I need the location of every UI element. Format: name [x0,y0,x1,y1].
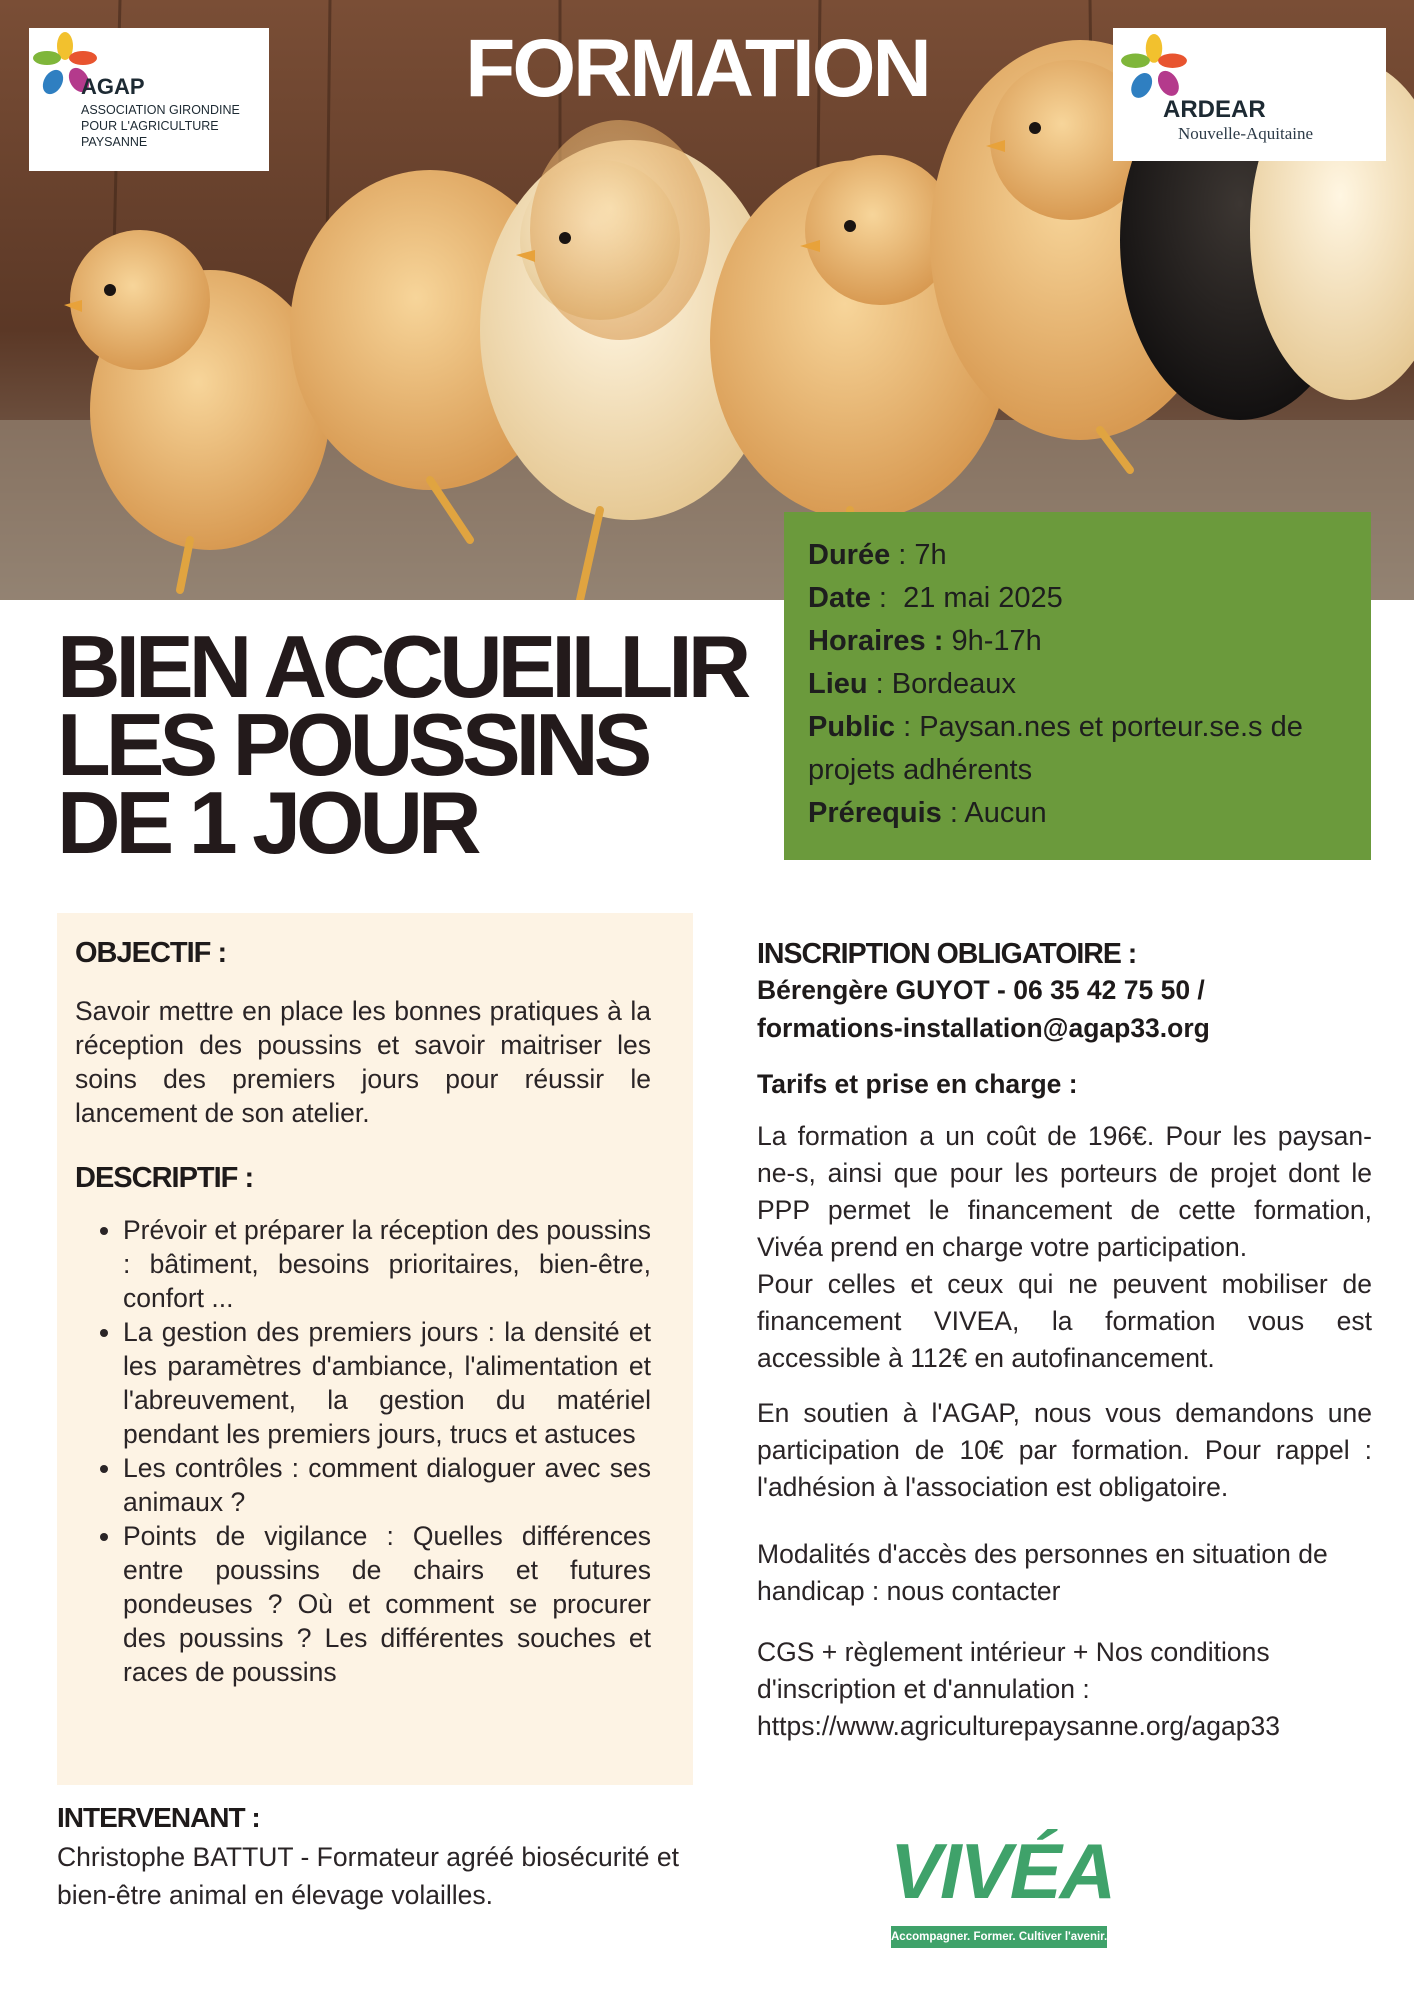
inscription-heading: INSCRIPTION OBLIGATOIRE : [757,938,1137,970]
objectif-heading: OBJECTIF : [75,937,227,969]
cgs-paragraph: CGS + règlement intérieur + Nos conditions d'inscription et d'annulation : [757,1637,1270,1704]
agap-url-link[interactable]: https://www.agriculturepaysanne.org/agap33 [757,1711,1280,1741]
descriptif-heading: DESCRIPTIF : [75,1162,254,1194]
list-item: • Prévoir et préparer la réception des poussins : bâtiment, besoins prioritaires, bien-être, confort ... [123,1213,651,1315]
info-prerequis: Prérequis : Aucun [808,797,1047,829]
list-item: • Les contrôles : comment dialoguer avec ses animaux ? [123,1451,651,1519]
main-title [57,617,747,872]
tarifs-paragraph: La formation a un coût de 196€. Pour les paysan-ne-s, ainsi que pour les porteurs de projet dont le PPP permet le financement de cette formation, Vivéa prend en charge votre participation. [757,1121,1372,1262]
list-item: • La gestion des premiers jours : la densité et les paramètres d'ambiance, l'alimentation et l'abreuvement, la gestion du matériel pendant les premiers jours, trucs et astuces [123,1315,651,1451]
objectif-descriptif-panel [57,913,693,1785]
inscription-email[interactable]: formations-installation@agap33.org [757,1013,1210,1043]
intervenant-text: Christophe BATTUT - Formateur agréé biosécurité et bien-être animal en élevage volailles. [57,1842,680,1910]
info-public: Public : Paysan.nes et porteur.se.s de projets adhérents [808,711,1303,786]
agap-subtitle-line: PAYSANNE [81,135,148,149]
inscription-contact: Bérengère GUYOT - 06 35 42 75 50 / [757,975,1205,1005]
vivea-name: VIVÉA [890,1827,1115,1915]
main-title-line: LES POUSSINS [57,695,648,794]
intervenant-section [57,1802,717,1914]
info-duree: Durée : 7h [808,539,947,571]
tarifs-heading: Tarifs et prise en charge : [757,1069,1078,1099]
vivea-logo [890,1826,1115,1952]
soutien-paragraph: En soutien à l'AGAP, nous vous demandons une participation de 10€ par formation. Pour rappel : l'adhésion à l'association est obligatoire. [757,1398,1372,1502]
list-item: • Points de vigilance : Quelles différences entre poussins de chairs et futures pondeuses ? Où et comment se procurer des poussins ? Les différentes souches et races de poussins [123,1519,651,1689]
agap-subtitle-line: ASSOCIATION GIRONDINE [81,103,240,117]
formation-title: FORMATION [465,23,929,114]
agap-name: AGAP [81,74,145,99]
ardear-subtitle: Nouvelle-Aquitaine [1178,124,1314,143]
info-box [784,512,1371,860]
ardear-name: ARDEAR [1163,96,1266,123]
info-date: Date : 21 mai 2025 [808,582,1063,614]
inscription-column [757,938,1372,1745]
info-horaires: Horaires : 9h-17h [808,625,1042,657]
objectif-text: Savoir mettre en place les bonnes pratiques à la réception des poussins et savoir maitriser les soins des premiers jours pour réussir le lancement de son atelier. [75,996,651,1128]
vivea-tagline: Accompagner. Former. Cultiver l'avenir. [891,1926,1107,1948]
main-title-line: BIEN ACCUEILLIR [57,617,747,716]
ardear-logo [1113,28,1386,161]
agap-subtitle-line: POUR L'AGRICULTURE [81,119,219,133]
tarifs-paragraph: Pour celles et ceux qui ne peuvent mobiliser de financement VIVEA, la formation vous est accessible à 112€ en autofinancement. [757,1269,1372,1373]
descriptif-list [75,1213,651,1689]
intervenant-heading: INTERVENANT : [57,1802,260,1833]
info-lieu: Lieu : Bordeaux [808,668,1016,700]
handicap-paragraph: Modalités d'accès des personnes en situation de handicap : nous contacter [757,1539,1328,1606]
main-title-line: DE 1 JOUR [57,773,477,872]
